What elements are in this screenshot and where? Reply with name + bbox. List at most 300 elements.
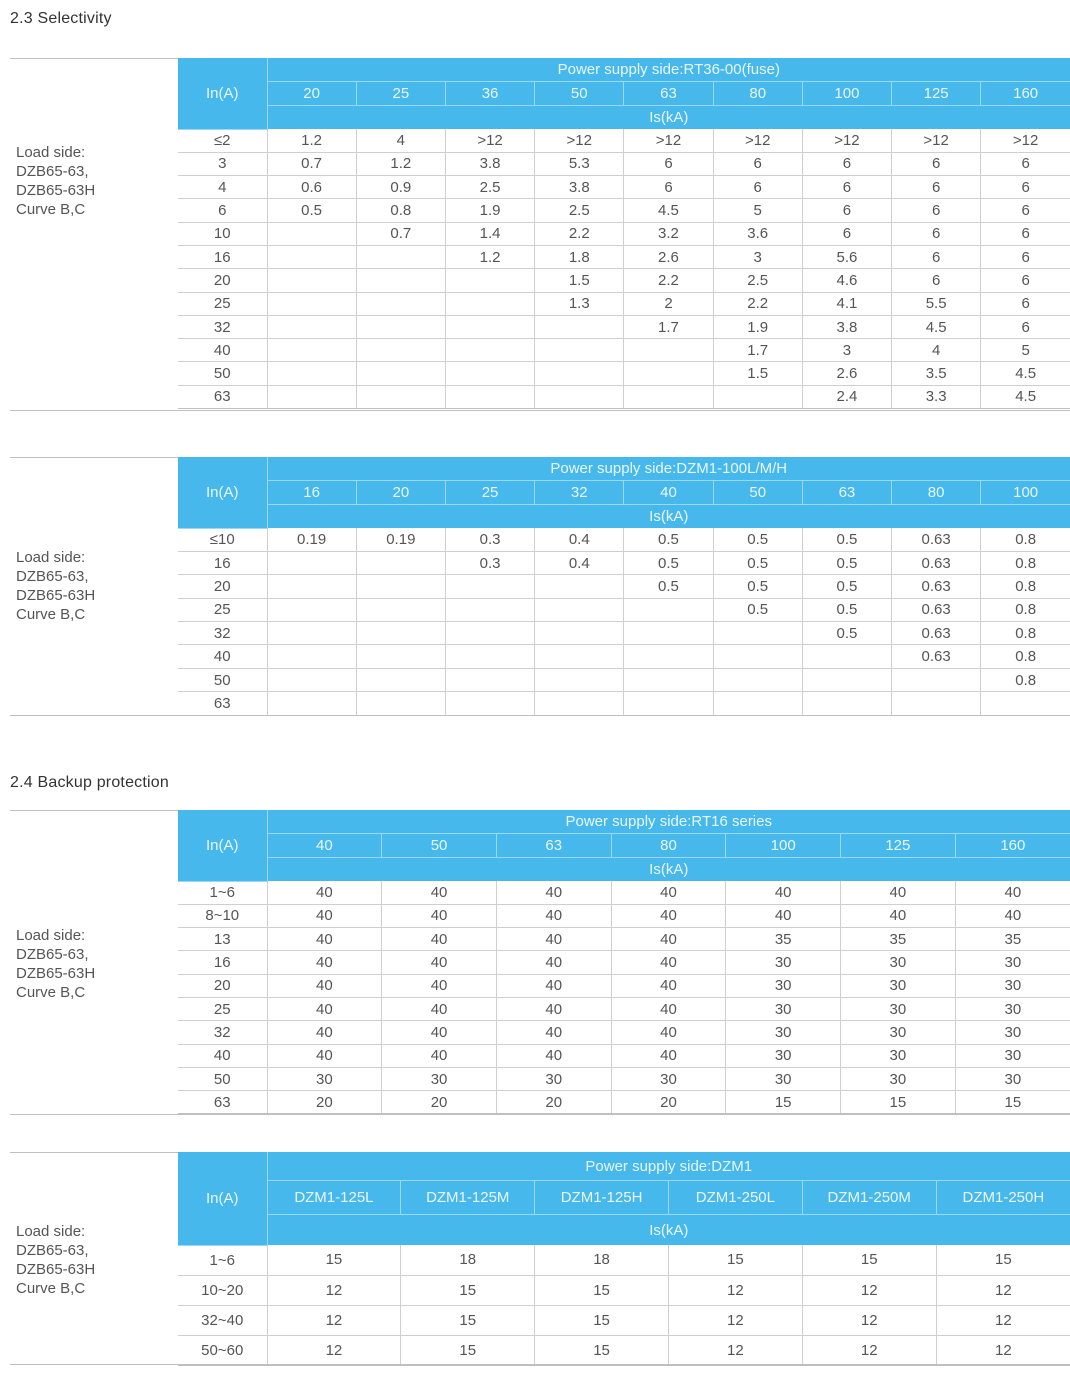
table-cell: 0.8	[981, 645, 1070, 668]
table-cell: 40	[955, 881, 1070, 904]
table-cell: 30	[382, 1067, 497, 1090]
data-table	[178, 457, 1070, 716]
table-cell	[356, 668, 445, 691]
table-cell: 6	[981, 176, 1070, 199]
table-cell: 40	[382, 1021, 497, 1044]
table-cell: 0.5	[802, 622, 891, 645]
table-cell: 6	[802, 152, 891, 175]
table-cell: 0.5	[713, 551, 802, 574]
table-cell: 30	[955, 1044, 1070, 1067]
table-cell	[356, 385, 445, 408]
column-header: 125	[841, 834, 956, 858]
table-cell: 30	[611, 1067, 726, 1090]
table-cell: 40	[496, 904, 611, 927]
column-header: DZM1-250H	[936, 1181, 1070, 1215]
table-cell: 0.5	[713, 598, 802, 621]
table-cell: 40	[382, 881, 497, 904]
table-cell: >12	[981, 129, 1070, 152]
backup-table-dzm1	[10, 1152, 1070, 1364]
table-cell	[713, 692, 802, 715]
table-cell: 5	[713, 199, 802, 222]
table-cell: 40	[726, 881, 841, 904]
table-cell: 0.8	[981, 668, 1070, 691]
table-cell: 40	[382, 1044, 497, 1067]
table-cell: 30	[955, 1021, 1070, 1044]
selectivity-table-dzm1-100	[10, 457, 1070, 715]
table-cell: 40	[267, 1021, 382, 1044]
table-cell	[535, 645, 624, 668]
table-cell: 40	[611, 904, 726, 927]
column-header: 63	[802, 481, 891, 505]
is-ka-header: Is(kA)	[267, 106, 1070, 130]
table-cell: 40	[611, 928, 726, 951]
table-cell	[267, 339, 356, 362]
column-header: 160	[955, 834, 1070, 858]
table-cell: 40	[267, 974, 382, 997]
table-cell	[356, 598, 445, 621]
column-header: 20	[356, 481, 445, 505]
table-cell: 0.63	[892, 598, 981, 621]
table-cell: 0.4	[535, 551, 624, 574]
table-cell	[267, 692, 356, 715]
table-cell	[356, 339, 445, 362]
table-cell: 15	[535, 1275, 669, 1305]
row-current-label: 32	[178, 315, 267, 338]
table-cell	[802, 645, 891, 668]
table-cell	[535, 598, 624, 621]
table-cell	[267, 315, 356, 338]
table-cell: 18	[401, 1245, 535, 1275]
table-row	[178, 362, 1070, 385]
table-row	[178, 199, 1070, 222]
table-cell	[267, 362, 356, 385]
table-cell	[267, 622, 356, 645]
table-cell: 2	[624, 292, 713, 315]
table-cell: 0.8	[981, 575, 1070, 598]
table-cell: 5.3	[535, 152, 624, 175]
table-cell: 3.3	[892, 385, 981, 408]
table-cell: 2.2	[535, 222, 624, 245]
column-header: 80	[611, 834, 726, 858]
table-cell: 40	[382, 997, 497, 1020]
table-cell: 0.6	[267, 176, 356, 199]
table-cell: 0.5	[802, 598, 891, 621]
table-row	[178, 928, 1070, 951]
table-cell: 15	[802, 1245, 936, 1275]
bottom-rule	[10, 410, 1070, 411]
column-header: 25	[445, 481, 534, 505]
table-row	[178, 1245, 1070, 1275]
table-cell: 30	[955, 1067, 1070, 1090]
table-cell: 15	[401, 1275, 535, 1305]
load-side-label: Load side: DZB65-63, DZB65-63H Curve B,C	[16, 549, 96, 623]
row-current-label: 16	[178, 551, 267, 574]
table-cell: 12	[267, 1275, 401, 1305]
table-cell: 15	[668, 1245, 802, 1275]
column-header: DZM1-250L	[668, 1181, 802, 1215]
table-cell: 6	[624, 176, 713, 199]
table-cell	[356, 362, 445, 385]
row-current-label: 1~6	[178, 1245, 267, 1275]
row-current-label: 16	[178, 245, 267, 268]
table-cell: 40	[496, 928, 611, 951]
table-cell: 6	[981, 222, 1070, 245]
table-cell	[267, 385, 356, 408]
table-cell: 30	[726, 1067, 841, 1090]
row-current-label: 40	[178, 339, 267, 362]
table-row	[178, 222, 1070, 245]
table-cell: 15	[726, 1091, 841, 1114]
table-cell: 30	[726, 1044, 841, 1067]
table-cell: 0.19	[267, 528, 356, 551]
bottom-rule	[10, 1364, 1070, 1365]
table-cell	[356, 269, 445, 292]
table-cell: 30	[955, 997, 1070, 1020]
table-cell	[445, 575, 534, 598]
table-cell	[356, 551, 445, 574]
power-supply-header: Power supply side:RT36-00(fuse)	[267, 58, 1070, 82]
column-header: 125	[892, 82, 981, 106]
row-current-label: 10~20	[178, 1275, 267, 1305]
table-cell: 4.6	[802, 269, 891, 292]
table-row	[178, 997, 1070, 1020]
column-header: 80	[713, 82, 802, 106]
table-cell: 30	[841, 1067, 956, 1090]
table-cell: 12	[802, 1275, 936, 1305]
table-cell: 15	[936, 1245, 1070, 1275]
table-cell: 12	[668, 1275, 802, 1305]
table-cell: 4.5	[892, 315, 981, 338]
table-cell: 6	[802, 199, 891, 222]
top-rule	[10, 457, 178, 458]
table-cell: 0.63	[892, 622, 981, 645]
table-cell: 0.5	[802, 528, 891, 551]
table-cell: 12	[267, 1305, 401, 1335]
data-table	[178, 1152, 1070, 1366]
table-cell: 2.6	[802, 362, 891, 385]
table-cell: 30	[496, 1067, 611, 1090]
table-cell: 0.5	[624, 551, 713, 574]
table-cell	[267, 598, 356, 621]
table-cell: 6	[981, 245, 1070, 268]
row-current-label: 40	[178, 645, 267, 668]
row-current-label: 63	[178, 692, 267, 715]
table-cell: 40	[267, 904, 382, 927]
table-cell: 4.5	[981, 385, 1070, 408]
column-header: DZM1-125L	[267, 1181, 401, 1215]
table-cell: 40	[611, 1044, 726, 1067]
table-cell: 2.5	[535, 199, 624, 222]
row-current-label: 25	[178, 292, 267, 315]
table-row	[178, 551, 1070, 574]
table-cell: 40	[611, 881, 726, 904]
table-row	[178, 692, 1070, 715]
table-row	[178, 575, 1070, 598]
column-header: 50	[382, 834, 497, 858]
table-cell: 6	[981, 292, 1070, 315]
table-cell: 18	[535, 1245, 669, 1275]
table-cell: 6	[624, 152, 713, 175]
table-cell: 6	[802, 222, 891, 245]
table-cell: 0.5	[713, 528, 802, 551]
table-cell: 40	[496, 974, 611, 997]
table-cell: 40	[611, 974, 726, 997]
row-current-label: ≤2	[178, 129, 267, 152]
column-header: 100	[726, 834, 841, 858]
bottom-rule	[10, 1114, 1070, 1115]
table-cell: 4.5	[981, 362, 1070, 385]
table-cell: 1.3	[535, 292, 624, 315]
table-cell: 40	[267, 951, 382, 974]
column-header: 25	[356, 82, 445, 106]
table-row	[178, 622, 1070, 645]
table-cell	[356, 245, 445, 268]
table-cell	[445, 598, 534, 621]
table-cell: 30	[841, 1044, 956, 1067]
table-cell	[535, 362, 624, 385]
table-cell: >12	[624, 129, 713, 152]
table-cell	[624, 362, 713, 385]
table-cell: 40	[726, 904, 841, 927]
column-header: 160	[981, 82, 1070, 106]
table-cell: 12	[267, 1335, 401, 1365]
row-current-label: 4	[178, 176, 267, 199]
table-row	[178, 904, 1070, 927]
table-cell: 0.8	[981, 622, 1070, 645]
column-header: 63	[496, 834, 611, 858]
table-cell	[535, 339, 624, 362]
table-cell	[445, 315, 534, 338]
column-header: 40	[267, 834, 382, 858]
table-cell: 0.63	[892, 645, 981, 668]
table-cell: 12	[936, 1305, 1070, 1335]
table-cell: 40	[955, 904, 1070, 927]
table-cell	[356, 622, 445, 645]
is-ka-header: Is(kA)	[267, 858, 1070, 882]
table-cell	[445, 692, 534, 715]
table-cell: 40	[382, 974, 497, 997]
table-cell	[267, 668, 356, 691]
table-row	[178, 645, 1070, 668]
row-current-label: 20	[178, 974, 267, 997]
table-cell: 0.63	[892, 528, 981, 551]
table-cell	[356, 315, 445, 338]
table-cell: 30	[955, 974, 1070, 997]
table-cell	[267, 575, 356, 598]
row-current-label: ≤10	[178, 528, 267, 551]
column-header: 40	[624, 481, 713, 505]
row-current-label: 63	[178, 385, 267, 408]
table-cell: 40	[267, 997, 382, 1020]
bottom-rule	[10, 715, 1070, 716]
table-cell: 20	[496, 1091, 611, 1114]
table-cell	[445, 339, 534, 362]
table-cell: 15	[401, 1305, 535, 1335]
table-cell	[892, 668, 981, 691]
data-table	[178, 810, 1070, 1114]
row-current-label: 6	[178, 199, 267, 222]
table-cell: 6	[892, 176, 981, 199]
table-row	[178, 668, 1070, 691]
table-cell: 12	[936, 1275, 1070, 1305]
table-cell: 20	[611, 1091, 726, 1114]
table-cell: 2.2	[624, 269, 713, 292]
table-cell	[356, 645, 445, 668]
table-cell	[267, 222, 356, 245]
table-cell: 30	[726, 974, 841, 997]
table-cell: 12	[936, 1335, 1070, 1365]
row-current-label: 50	[178, 362, 267, 385]
table-cell	[356, 575, 445, 598]
table-cell: >12	[445, 129, 534, 152]
table-cell: 0.5	[713, 575, 802, 598]
table-cell: 6	[892, 222, 981, 245]
table-cell: >12	[892, 129, 981, 152]
table-cell: 1.2	[445, 245, 534, 268]
table-cell: 4	[356, 129, 445, 152]
column-header: 16	[267, 481, 356, 505]
in-a-header: In(A)	[178, 457, 267, 528]
table-cell: 20	[267, 1091, 382, 1114]
table-cell: 4.1	[802, 292, 891, 315]
table-cell: 0.63	[892, 551, 981, 574]
table-cell: 12	[668, 1305, 802, 1335]
in-a-header: In(A)	[178, 1152, 267, 1245]
table-cell	[624, 668, 713, 691]
column-header: DZM1-125M	[401, 1181, 535, 1215]
table-cell: 0.8	[981, 528, 1070, 551]
load-side-label: Load side: DZB65-63, DZB65-63H Curve B,C	[16, 144, 96, 218]
table-cell: 40	[611, 951, 726, 974]
column-header: 32	[535, 481, 624, 505]
table-cell: 6	[892, 152, 981, 175]
table-cell: 6	[713, 176, 802, 199]
table-row	[178, 974, 1070, 997]
table-cell	[981, 692, 1070, 715]
table-cell: 12	[802, 1335, 936, 1365]
table-cell: 1.9	[445, 199, 534, 222]
table-cell	[713, 668, 802, 691]
table-cell	[624, 622, 713, 645]
table-cell: 2.2	[713, 292, 802, 315]
row-current-label: 10	[178, 222, 267, 245]
table-cell: 20	[382, 1091, 497, 1114]
table-row	[178, 176, 1070, 199]
table-cell	[713, 645, 802, 668]
table-cell: 4	[892, 339, 981, 362]
table-cell	[892, 692, 981, 715]
power-supply-header: Power supply side:DZM1-100L/M/H	[267, 457, 1070, 481]
column-header: 36	[445, 82, 534, 106]
table-cell	[535, 692, 624, 715]
table-cell: 5.6	[802, 245, 891, 268]
table-cell	[535, 575, 624, 598]
table-cell: 15	[955, 1091, 1070, 1114]
table-cell: 2.6	[624, 245, 713, 268]
table-cell: 1.8	[535, 245, 624, 268]
row-current-label: 32~40	[178, 1305, 267, 1335]
column-header: DZM1-125H	[535, 1181, 669, 1215]
table-cell	[356, 292, 445, 315]
table-cell: 30	[841, 997, 956, 1020]
table-cell: 0.5	[624, 528, 713, 551]
top-rule	[10, 1152, 178, 1153]
table-row	[178, 292, 1070, 315]
table-cell: 6	[802, 176, 891, 199]
table-cell: 15	[267, 1245, 401, 1275]
table-cell: 1.2	[356, 152, 445, 175]
table-cell: >12	[713, 129, 802, 152]
row-current-label: 20	[178, 575, 267, 598]
load-side-label: Load side: DZB65-63, DZB65-63H Curve B,C	[16, 927, 96, 1001]
table-row	[178, 881, 1070, 904]
table-row	[178, 1335, 1070, 1365]
table-cell: 1.5	[713, 362, 802, 385]
table-cell: 3.8	[535, 176, 624, 199]
table-cell: 40	[267, 928, 382, 951]
table-row	[178, 598, 1070, 621]
section-title-backup-protection: 2.4 Backup protection	[10, 774, 169, 791]
table-row	[178, 1021, 1070, 1044]
table-cell: 0.8	[981, 598, 1070, 621]
table-cell: 0.19	[356, 528, 445, 551]
table-cell: 3.8	[802, 315, 891, 338]
table-cell: 40	[382, 928, 497, 951]
table-row	[178, 528, 1070, 551]
table-cell: 15	[841, 1091, 956, 1114]
column-header: 100	[802, 82, 891, 106]
row-current-label: 40	[178, 1044, 267, 1067]
in-a-header: In(A)	[178, 58, 267, 129]
table-row	[178, 1067, 1070, 1090]
table-cell	[445, 668, 534, 691]
is-ka-header: Is(kA)	[267, 1215, 1070, 1246]
row-current-label: 3	[178, 152, 267, 175]
table-row	[178, 1305, 1070, 1335]
table-cell: 40	[267, 881, 382, 904]
table-cell: 6	[981, 315, 1070, 338]
table-cell	[267, 269, 356, 292]
table-cell: 40	[611, 1021, 726, 1044]
table-cell: 2.5	[713, 269, 802, 292]
table-cell: 0.8	[981, 551, 1070, 574]
table-cell: 0.3	[445, 551, 534, 574]
table-cell: 4.5	[624, 199, 713, 222]
row-current-label: 50~60	[178, 1335, 267, 1365]
table-cell: 2.5	[445, 176, 534, 199]
table-cell: 6	[713, 152, 802, 175]
table-cell: 40	[382, 904, 497, 927]
table-cell	[445, 622, 534, 645]
table-row	[178, 1044, 1070, 1067]
table-cell	[445, 269, 534, 292]
table-cell: 5.5	[892, 292, 981, 315]
data-table	[178, 58, 1070, 409]
table-cell: 40	[496, 951, 611, 974]
table-cell: 3	[802, 339, 891, 362]
table-cell: 0.4	[535, 528, 624, 551]
table-cell	[267, 645, 356, 668]
table-cell: 3	[713, 245, 802, 268]
table-row	[178, 315, 1070, 338]
table-cell: 40	[841, 881, 956, 904]
table-cell: 30	[841, 951, 956, 974]
table-cell	[624, 385, 713, 408]
row-current-label: 20	[178, 269, 267, 292]
table-cell: >12	[535, 129, 624, 152]
table-cell: 40	[496, 1044, 611, 1067]
table-cell: 30	[267, 1067, 382, 1090]
